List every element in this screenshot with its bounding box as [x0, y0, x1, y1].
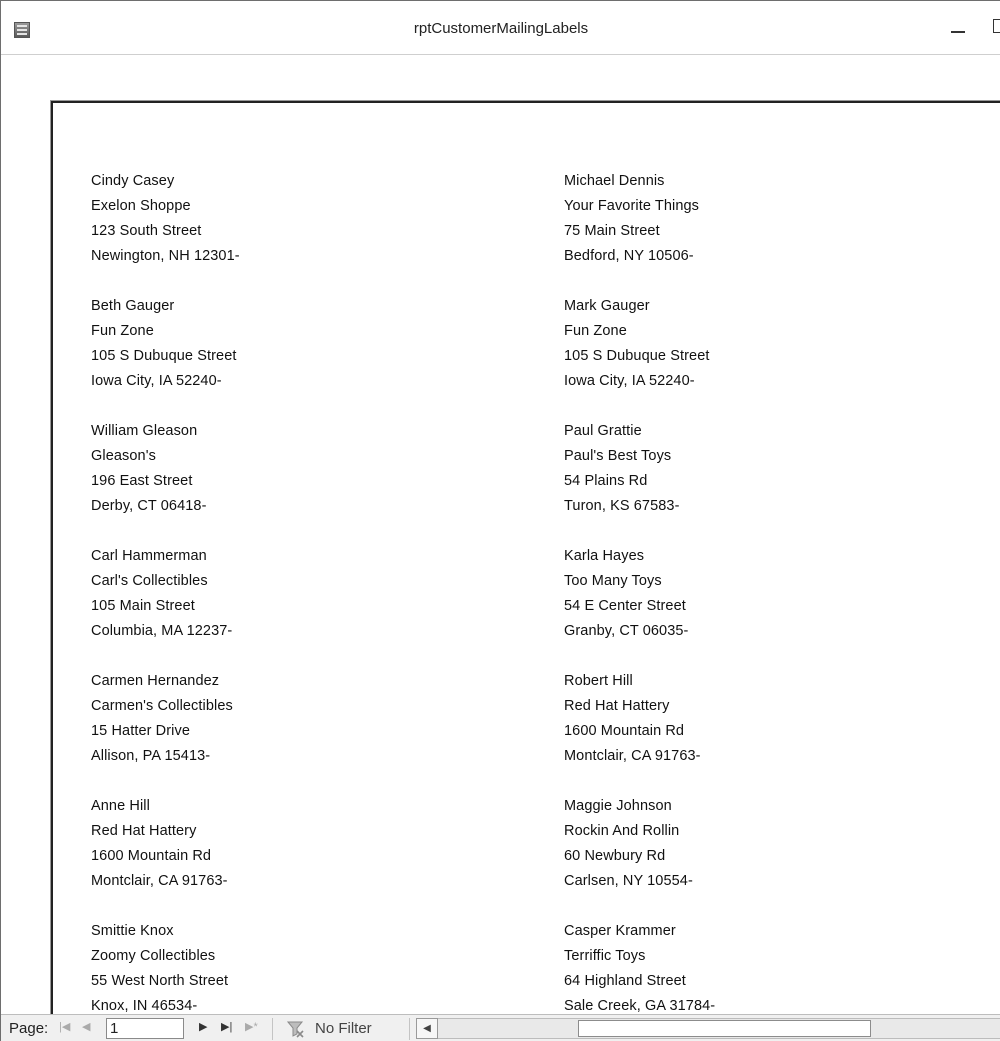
- label-street: 55 West North Street: [91, 973, 229, 989]
- label-city-state-zip: Columbia, MA 12237-: [91, 623, 233, 639]
- label-street: 105 S Dubuque Street: [564, 348, 710, 364]
- window-title: rptCustomerMailingLabels: [413, 20, 589, 37]
- label-city-state-zip: Montclair, CA 91763-: [564, 748, 701, 764]
- label-name: Carmen Hernandez: [91, 673, 220, 689]
- horizontal-scrollbar[interactable]: [438, 1018, 1000, 1039]
- label-city-state-zip: Turon, KS 67583-: [564, 498, 680, 514]
- minimize-icon[interactable]: [951, 31, 965, 33]
- label-name: Robert Hill: [564, 673, 633, 689]
- mailing-label: [91, 544, 491, 644]
- label-street: 196 East Street: [91, 473, 193, 489]
- separator: [272, 1018, 273, 1040]
- label-name: Karla Hayes: [564, 548, 645, 564]
- scrollbar-thumb[interactable]: [578, 1020, 871, 1037]
- label-city-state-zip: Iowa City, IA 52240-: [564, 373, 695, 389]
- report-page: [51, 101, 1000, 1014]
- label-company: Rockin And Rollin: [564, 823, 680, 839]
- label-street: 75 Main Street: [564, 223, 660, 239]
- last-page-icon[interactable]: ▶|: [221, 1021, 233, 1033]
- label-company: Paul's Best Toys: [564, 448, 672, 464]
- label-company: Red Hat Hattery: [564, 698, 670, 714]
- label-city-state-zip: Knox, IN 46534-: [91, 998, 198, 1014]
- label-city-state-zip: Sale Creek, GA 31784-: [564, 998, 716, 1014]
- mailing-label: [91, 169, 491, 269]
- no-filter-label: No Filter: [315, 1020, 372, 1037]
- mailing-label: [564, 419, 964, 519]
- label-city-state-zip: Bedford, NY 10506-: [564, 248, 694, 264]
- mailing-label: [91, 919, 491, 1014]
- label-street: 105 Main Street: [91, 598, 195, 614]
- label-company: Too Many Toys: [564, 573, 662, 589]
- mailing-label: [564, 669, 964, 769]
- page-number-input[interactable]: 1: [106, 1018, 184, 1039]
- label-name: Casper Krammer: [564, 923, 676, 939]
- mailing-label: [91, 669, 491, 769]
- label-company: Your Favorite Things: [564, 198, 699, 214]
- scroll-left-arrow-icon[interactable]: ◀: [416, 1018, 438, 1039]
- label-name: Anne Hill: [91, 798, 150, 814]
- mailing-label: [564, 544, 964, 644]
- record-navigation-bar: [1, 1014, 1000, 1041]
- mailing-label: [564, 294, 964, 394]
- label-street: 64 Highland Street: [564, 973, 686, 989]
- mailing-label: [91, 419, 491, 519]
- label-name: Beth Gauger: [91, 298, 175, 314]
- label-company: Zoomy Collectibles: [91, 948, 216, 964]
- label-street: 1600 Mountain Rd: [564, 723, 685, 739]
- label-name: Mark Gauger: [564, 298, 650, 314]
- label-street: 54 E Center Street: [564, 598, 686, 614]
- label-company: Gleason's: [91, 448, 156, 464]
- mailing-label: [564, 169, 964, 269]
- label-city-state-zip: Derby, CT 06418-: [91, 498, 207, 514]
- label-street: 105 S Dubuque Street: [91, 348, 237, 364]
- label-company: Red Hat Hattery: [91, 823, 197, 839]
- mailing-label: [91, 794, 491, 894]
- label-street: 54 Plains Rd: [564, 473, 648, 489]
- label-name: Michael Dennis: [564, 173, 665, 189]
- label-name: Cindy Casey: [91, 173, 175, 189]
- filter-icon: [287, 1020, 305, 1038]
- label-city-state-zip: Newington, NH 12301-: [91, 248, 240, 264]
- label-name: Carl Hammerman: [91, 548, 207, 564]
- separator: [409, 1018, 410, 1040]
- mailing-label: [564, 794, 964, 894]
- label-name: Smittie Knox: [91, 923, 174, 939]
- maximize-icon[interactable]: [993, 19, 1000, 33]
- label-company: Fun Zone: [564, 323, 627, 339]
- mailing-label: [91, 294, 491, 394]
- label-city-state-zip: Allison, PA 15413-: [91, 748, 211, 764]
- label-city-state-zip: Granby, CT 06035-: [564, 623, 689, 639]
- report-preview-area[interactable]: [1, 56, 1000, 1014]
- label-street: 123 South Street: [91, 223, 202, 239]
- label-company: Fun Zone: [91, 323, 154, 339]
- label-street: 15 Hatter Drive: [91, 723, 191, 739]
- next-page-icon[interactable]: ▶: [199, 1021, 208, 1033]
- label-name: William Gleason: [91, 423, 198, 439]
- label-name: Maggie Johnson: [564, 798, 672, 814]
- label-company: Carl's Collectibles: [91, 573, 208, 589]
- title-bar: [1, 1, 1000, 55]
- label-city-state-zip: Montclair, CA 91763-: [91, 873, 228, 889]
- label-company: Exelon Shoppe: [91, 198, 191, 214]
- label-company: Terriffic Toys: [564, 948, 646, 964]
- label-company: Carmen's Collectibles: [91, 698, 233, 714]
- page-label: Page:: [9, 1020, 49, 1037]
- mailing-label: [564, 919, 964, 1014]
- label-street: 60 Newbury Rd: [564, 848, 666, 864]
- new-record-icon[interactable]: ▶*: [245, 1021, 258, 1033]
- first-page-icon[interactable]: |◀: [59, 1021, 71, 1033]
- label-city-state-zip: Iowa City, IA 52240-: [91, 373, 222, 389]
- label-name: Paul Grattie: [564, 423, 642, 439]
- label-street: 1600 Mountain Rd: [91, 848, 212, 864]
- label-city-state-zip: Carlsen, NY 10554-: [564, 873, 693, 889]
- previous-page-icon[interactable]: ◀: [82, 1021, 91, 1033]
